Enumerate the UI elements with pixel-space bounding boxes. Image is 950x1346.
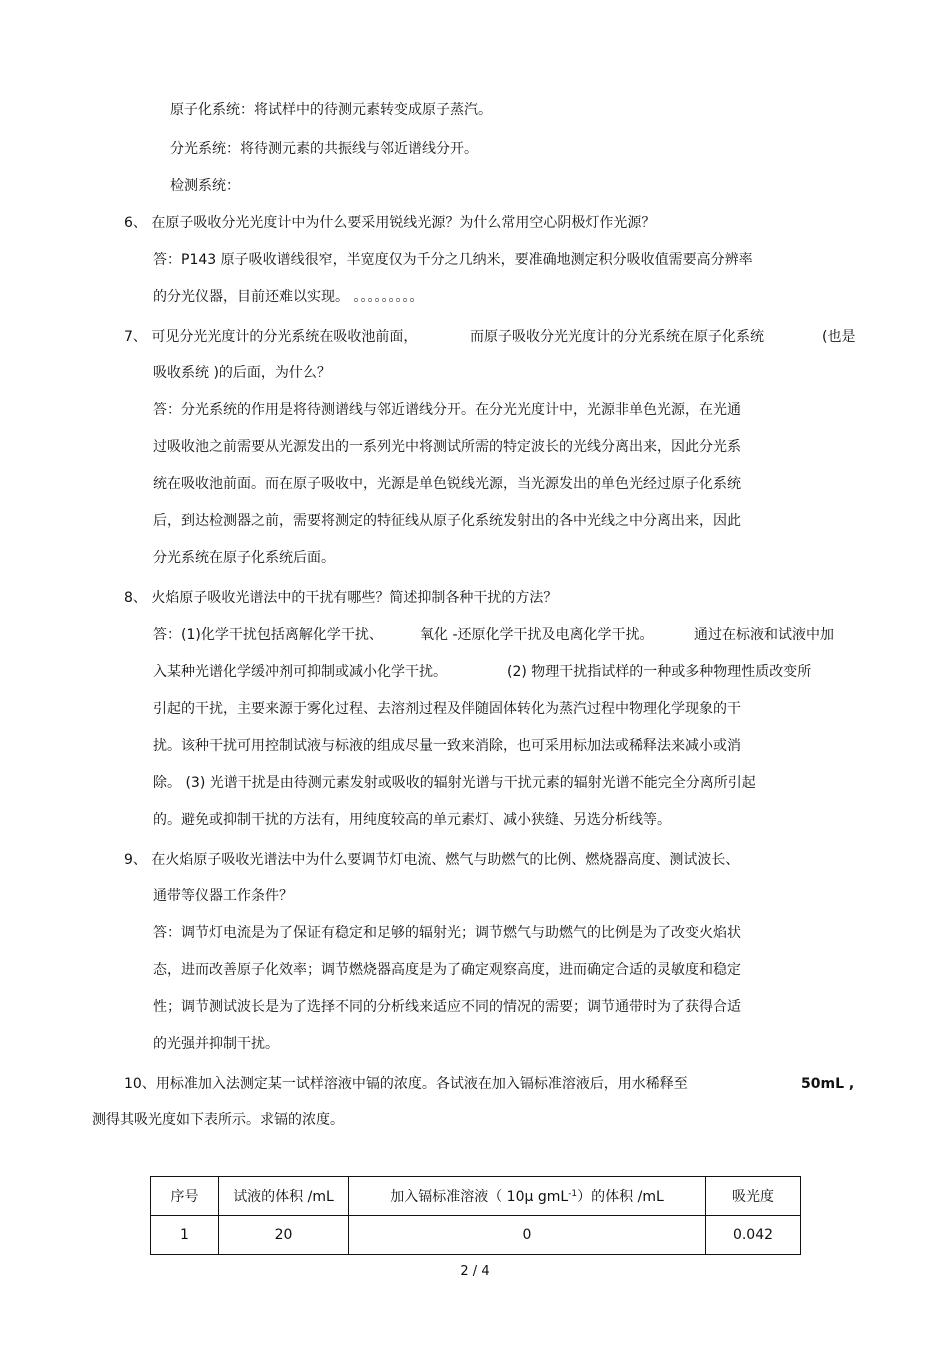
answer-line-part1: 入某种光谱化学缓冲剂可抑制或减小化学干扰。 <box>153 664 447 680</box>
answer-line: 的分光仪器，目前还难以实现。 。。。。。。。。。 <box>153 289 424 305</box>
answer-line: 的光强并抑制干扰。 <box>153 1036 279 1052</box>
question-7-cont: 吸收系统 )的后面，为什么？ <box>153 365 331 381</box>
answer-line-part2: (2) 物理干扰指试样的一种或多种物理性质改变所 <box>507 664 812 680</box>
table-row <box>151 1216 801 1255</box>
answer-line: 的。避免或抑制干扰的方法有，用纯度较高的单元素灯、减小狭缝、另选分析线等。 <box>153 812 671 828</box>
header-absorbance: 吸光度 <box>706 1177 801 1216</box>
question-7-part1: 7、 可见分光光度计的分光系统在吸收池前面， <box>124 329 418 345</box>
answer-line: 除。 (3) 光谱干扰是由待测元素发射或吸收的辐射光谱与干扰元素的辐射光谱不能完全分离所引起 <box>153 775 756 791</box>
answer-line-part2: 氧化 -还原化学干扰及电离化学干扰。 <box>420 627 654 643</box>
question-10-cont: 测得其吸光度如下表所示。求镉的浓度。 <box>92 1112 344 1128</box>
answer-line-part3: 通过在标液和试液中加 <box>694 627 834 643</box>
page-number: 2 / 4 <box>460 1264 490 1279</box>
answer-line: 引起的干扰，主要来源于雾化过程、去溶剂过程及伴随固体转化为蒸汽过程中物理化学现象的干 <box>153 701 741 717</box>
header-no: 序号 <box>151 1177 219 1216</box>
answer-line: 扰。该种干扰可用控制试液与标液的组成尽量一致来消除，也可采用标加法或稀释法来减小或消 <box>153 738 741 754</box>
cell-volume: 20 <box>219 1216 349 1255</box>
answer-line: 过吸收池之前需要从光源发出的一系列光中将测试所需的特定波长的光线分离出来，因此分光系 <box>153 439 741 455</box>
answer-line-part1: 答：(1)化学干扰包括离解化学干扰、 <box>153 627 383 643</box>
question-10-volume: 50mL , <box>801 1076 855 1092</box>
table-header-row <box>151 1177 801 1216</box>
header-volume: 试液的体积 /mL <box>219 1177 349 1216</box>
question-10: 10、用标准加入法测定某一试样溶液中镉的浓度。各试液在加入镉标准溶液后，用水稀释至 <box>124 1076 688 1092</box>
answer-line: 答：调节灯电流是为了保证有稳定和足够的辐射光；调节燃气与助燃气的比例是为了改变火焰状 <box>153 925 741 941</box>
header-added-volume: 加入镉标准溶液（ 10μ gmL$^{-1}$）的体积 /mL <box>349 1177 706 1216</box>
question-9-cont: 通带等仪器工作条件？ <box>153 888 293 904</box>
text-line: 分光系统：将待测元素的共振线与邻近谱线分开。 <box>170 141 478 157</box>
question-7-part2: 而原子吸收分光光度计的分光系统在原子化系统 <box>470 329 764 345</box>
cell-no: 1 <box>151 1216 219 1255</box>
answer-line: 态，进而改善原子化效率；调节燃烧器高度是为了确定观察高度，进而确定合适的灵敏度和稳定 <box>153 962 741 978</box>
question-7-part3: (也是 <box>822 329 856 345</box>
question-8: 8、 火焰原子吸收光谱法中的干扰有哪些？简述抑制各种干扰的方法？ <box>124 590 558 606</box>
answer-line: 后，到达检测器之前，需要将测定的特征线从原子化系统发射出的各中光线之中分离出来，因此 <box>153 513 741 529</box>
answer-line: 性；调节测试波长是为了选择不同的分析线来适应不同的情况的需要；调节通带时为了获得合适 <box>153 999 741 1015</box>
answer-line: 统在吸收池前面。而在原子吸收中，光源是单色锐线光源，当光源发出的单色光经过原子化系统 <box>153 476 741 492</box>
text-line: 检测系统： <box>170 178 240 194</box>
answer-line: 答：分光系统的作用是将待测谱线与邻近谱线分开。在分光光度计中，光源非单色光源，在光通 <box>153 402 741 418</box>
answer-line: 分光系统在原子化系统后面。 <box>153 550 335 566</box>
answer-line: 答：P143 原子吸收谱线很窄，半宽度仅为千分之几纳米，要准确地测定积分吸收值需要高分辨率 <box>153 252 753 268</box>
question-6: 6、 在原子吸收分光光度计中为什么要采用锐线光源？为什么常用空心阴极灯作光源？ <box>124 215 656 231</box>
text-line: 原子化系统：将试样中的待测元素转变成原子蒸汽。 <box>170 102 492 118</box>
question-9: 9、 在火焰原子吸收光谱法中为什么要调节灯电流、燃气与助燃气的比例、燃烧器高度、测试波长、 <box>124 852 740 868</box>
cell-absorbance: 0.042 <box>706 1216 801 1255</box>
absorbance-table <box>150 1176 801 1255</box>
cell-added: 0 <box>349 1216 706 1255</box>
